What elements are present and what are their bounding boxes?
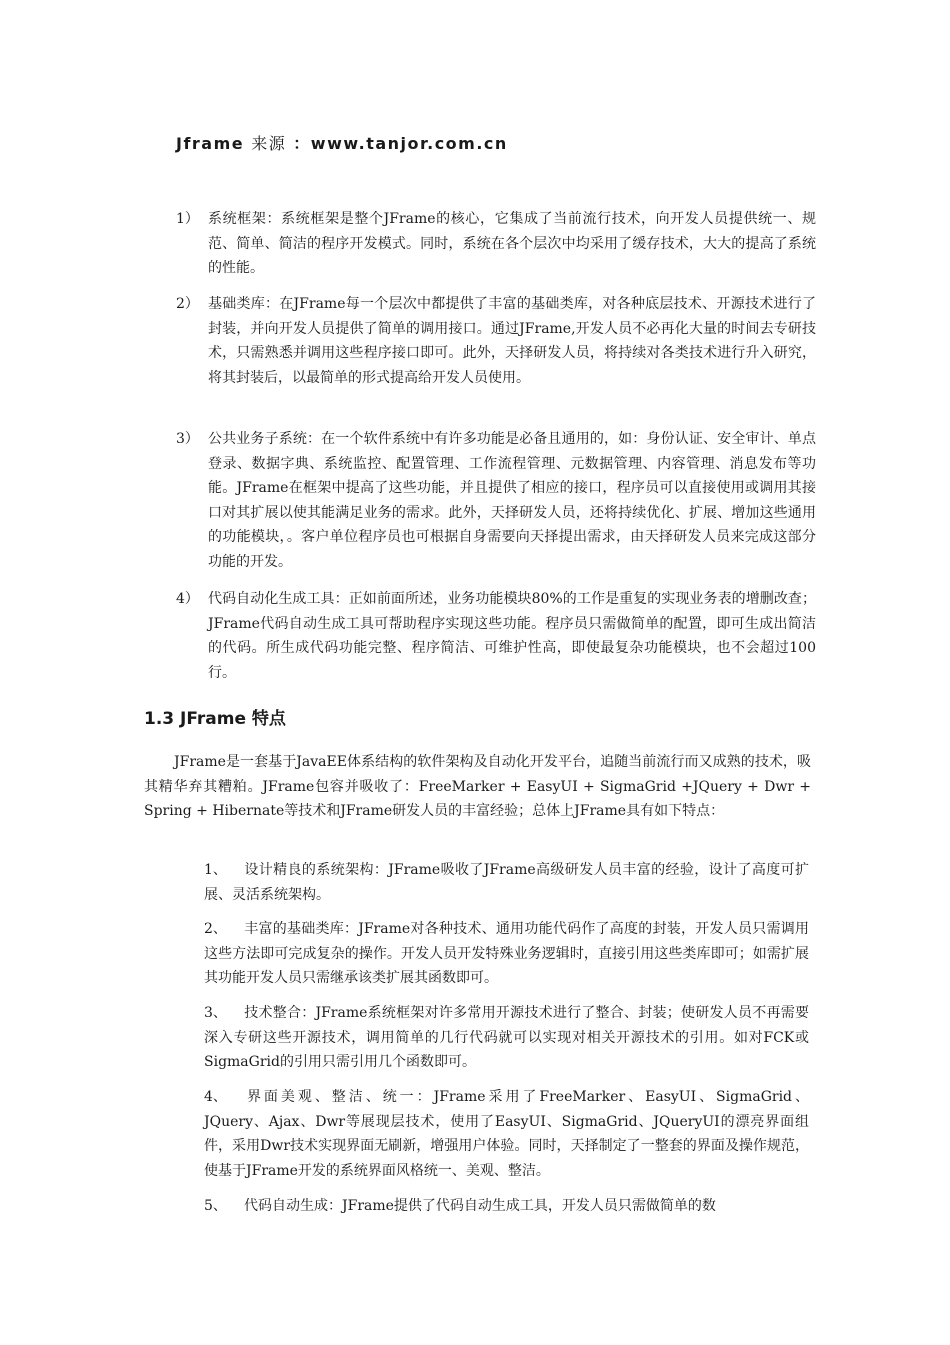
header-url: ：www.tanjor.com.cn	[286, 134, 508, 153]
feature-item	[204, 917, 809, 991]
feature-number: 5、	[204, 1198, 227, 1214]
feature-item	[204, 1001, 809, 1075]
section-title: 1.3 JFrame 特点	[144, 709, 286, 729]
item-number: 4）	[176, 591, 199, 607]
intro-paragraph: JFrame是一套基于JavaEE体系结构的软件架构及自动化开发平台，追随当前流行而又成熟的技术，吸其精华弃其糟粕。JFrame包容并吸收了：FreeMarker + EasyUI + SigmaGrid +JQuery + Dwr + Spring + Hibernate等技术和JFrame研发人员的丰富经验；总体上JFrame具有如下特点：	[144, 754, 811, 819]
feature-number: 3、	[204, 1005, 227, 1021]
feature-number: 4、	[204, 1089, 227, 1105]
item-number: 2）	[176, 296, 199, 312]
feature-text: 技术整合：JFrame系统框架对许多常用开源技术进行了整合、封装；使研发人员不再需要深入专研这些开源技术，调用简单的几行代码就可以实现对相关开源技术的引用。如对FCK或SigmaGrid的引用只需引用几个函数即可。	[204, 1005, 809, 1070]
feature-number: 2、	[204, 921, 227, 937]
feature-number: 1、	[204, 862, 227, 878]
list-item	[176, 292, 816, 390]
feature-item	[204, 1085, 809, 1183]
feature-item	[204, 1194, 809, 1219]
feature-text: 界面美观、整洁、统一：JFrame采用了FreeMarker、EasyUI、SigmaGrid、JQuery、Ajax、Dwr等展现层技术，使用了EasyUI、SigmaGrid、JQueryUI的漂亮界面组件，采用Dwr技术实现界面无刷新，增强用户体验。同时，天择制定了一整套的界面及操作规范，使基于JFrame开发的系统界面风格统一、美观、整洁。	[204, 1089, 809, 1179]
feature-item	[204, 858, 809, 907]
feature-text: 设计精良的系统架构：JFrame吸收了JFrame高级研发人员丰富的经验，设计了高度可扩展、灵活系统架构。	[204, 862, 809, 903]
list-item	[176, 427, 816, 574]
item-text: 代码自动化生成工具：正如前面所述，业务功能模块80%的工作是重复的实现业务表的增删改查；JFrame代码自动生成工具可帮助程序实现这些功能。程序员只需做简单的配置，即可生成出简洁的代码。所生成代码功能完整、程序简洁、可维护性高，即使最复杂功能模块，也不会超过100行。	[208, 591, 816, 681]
header-source-line	[176, 131, 508, 154]
list-item	[176, 207, 816, 281]
item-number: 3）	[176, 431, 199, 447]
header-prefix: Jframe	[176, 134, 252, 153]
item-text: 系统框架：系统框架是整个JFrame的核心，它集成了当前流行技术，向开发人员提供统一、规范、简单、简洁的程序开发模式。同时，系统在各个层次中均采用了缓存技术，大大的提高了系统的性能。	[208, 211, 816, 276]
item-number: 1）	[176, 211, 199, 227]
item-text: 基础类库：在JFrame每一个层次中都提供了丰富的基础类库，对各种底层技术、开源技术进行了封装，并向开发人员提供了简单的调用接口。通过JFrame,开发人员不必再化大量的时间去专研技术，只需熟悉并调用这些程序接口即可。此外，天择研发人员，将持续对各类技术进行升入研究，将其封装后，以最简单的形式提高给开发人员使用。	[208, 296, 816, 386]
item-text: 公共业务子系统：在一个软件系统中有许多功能是必备且通用的，如：身份认证、安全审计、单点登录、数据字典、系统监控、配置管理、工作流程管理、元数据管理、内容管理、消息发布等功能。JFrame在框架中提高了这些功能，并且提供了相应的接口，程序员可以直接使用或调用其接口对其扩展以使其能满足业务的需求。此外，天择研发人员，还将持续优化、扩展、增加这些通用的功能模块，。客户单位程序员也可根据自身需要向天择提出需求，由天择研发人员来完成这部分功能的开发。	[208, 431, 816, 570]
header-cn: 来源	[251, 134, 287, 153]
feature-text: 代码自动生成：JFrame提供了代码自动生成工具，开发人员只需做简单的数	[244, 1198, 716, 1214]
feature-text: 丰富的基础类库：JFrame对各种技术、通用功能代码作了高度的封装，开发人员只需调用这些方法即可完成复杂的操作。开发人员开发特殊业务逻辑时，直接引用这些类库即可；如需扩展其功能开发人员只需继承该类扩展其函数即可。	[204, 921, 809, 986]
list-item	[176, 587, 816, 685]
